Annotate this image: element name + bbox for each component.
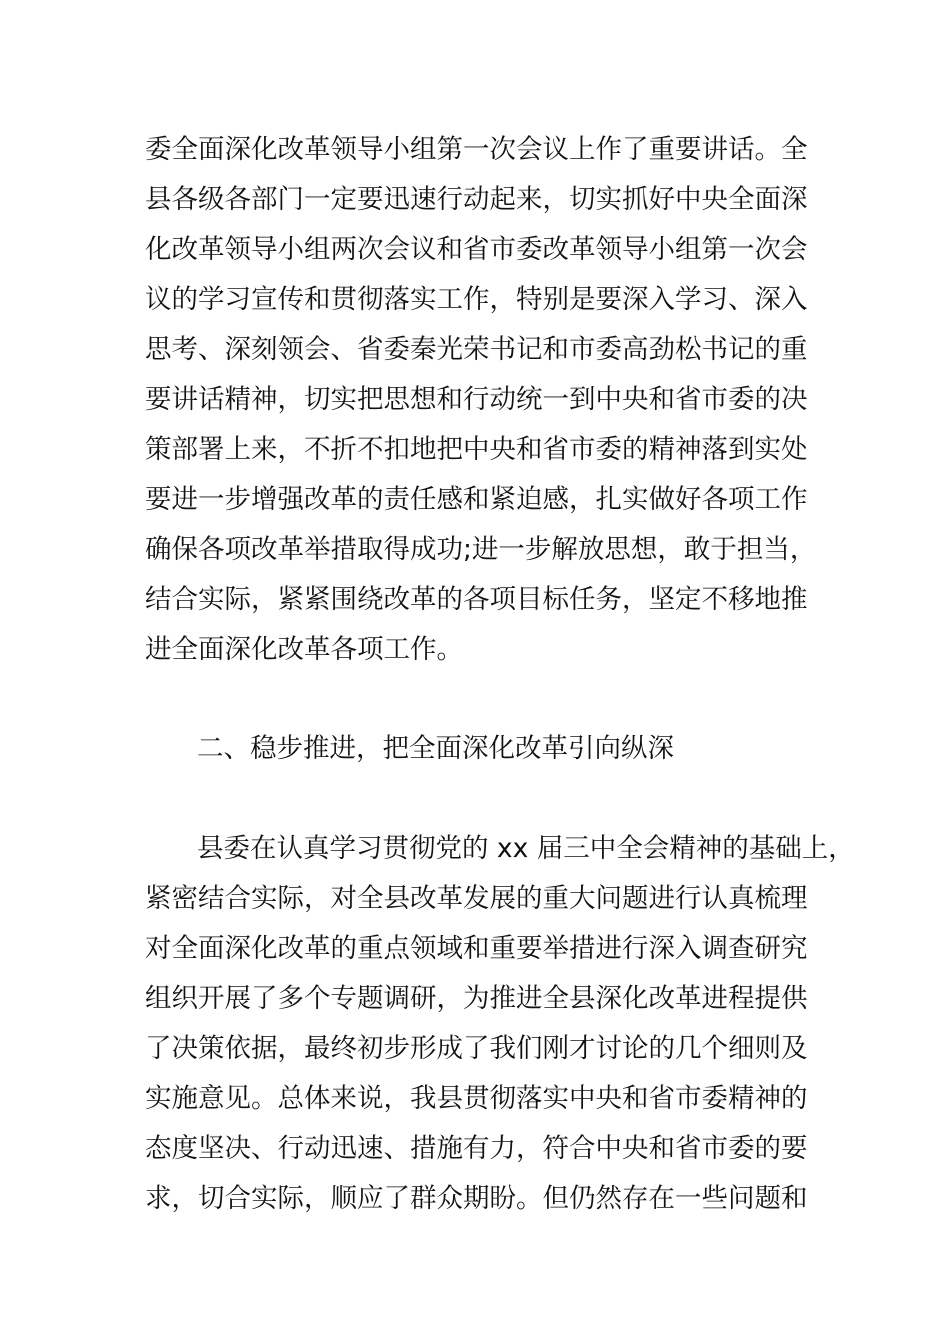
text-line: 紧密结合实际，对全县改革发展的重大问题进行认真梳理 [145,883,808,914]
text-line: 议的学习宣传和贯彻落实工作，特别是要深入学习、深入 [145,284,808,315]
text-line: 确保各项改革举措取得成功;进一步解放思想，敢于担当， [145,534,817,565]
text-line: 思考、深刻领会、省委秦光荣书记和市委高劲松书记的重 [145,334,808,365]
text-line: 策部署上来，不折不扣地把中央和省市委的精神落到实处 [145,434,808,465]
text-line: 进全面深化改革各项工作。 [145,634,463,665]
text-line: 了决策依据，最终初步形成了我们刚才讨论的几个细则及 [145,1033,808,1064]
text-line: 要讲话精神，切实把思想和行动统一到中央和省市委的决 [145,384,808,415]
text-line: 求，切合实际，顺应了群众期盼。但仍然存在一些问题和 [145,1183,808,1214]
text-line: 结合实际，紧紧围绕改革的各项目标任务，坚定不移地推 [145,584,808,615]
text-line: 化改革领导小组两次会议和省市委改革领导小组第一次会 [145,234,808,265]
section-heading: 二、稳步推进，把全面深化改革引向纵深 [197,733,674,764]
text-line: 县委在认真学习贯彻党的 xx 届三中全会精神的基础上， [197,833,855,864]
text-line: 委全面深化改革领导小组第一次会议上作了重要讲话。全 [145,134,808,165]
text-line: 组织开展了多个专题调研，为推进全县深化改革进程提供 [145,983,808,1014]
text-line: 态度坚决、行动迅速、措施有力，符合中央和省市委的要 [145,1133,808,1164]
text-line: 县各级各部门一定要迅速行动起来，切实抓好中央全面深 [145,184,808,215]
text-line: 要进一步增强改革的责任感和紧迫感，扎实做好各项工作 [145,484,808,515]
text-line: 实施意见。总体来说，我县贯彻落实中央和省市委精神的 [145,1083,808,1114]
text-line: 对全面深化改革的重点领域和重要举措进行深入调查研究 [145,933,808,964]
